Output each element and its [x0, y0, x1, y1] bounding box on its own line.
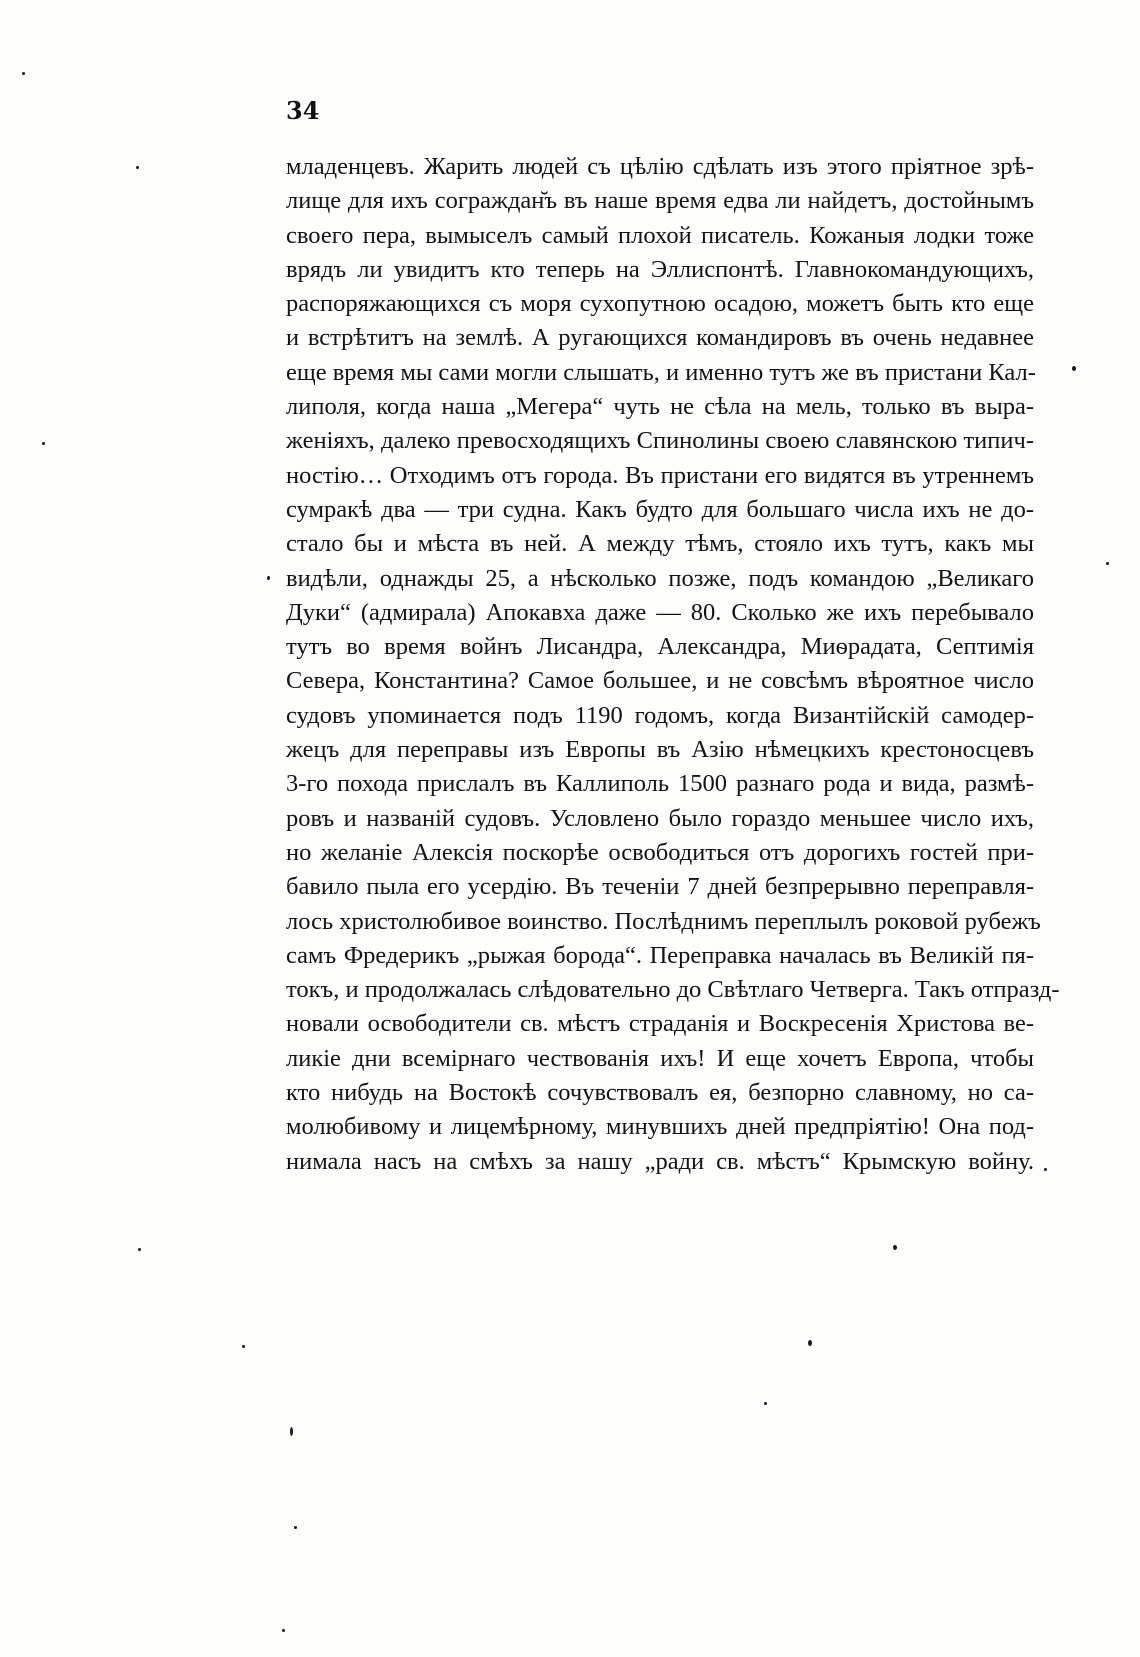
text-line: Дуки“ (адмирала) Апокавха даже — 80. Сколько же ихъ перебывало — [286, 598, 1034, 626]
text-line: еще время мы сами могли слышать, и именно тутъ же въ пристани Кал- — [286, 358, 1036, 386]
scan-speck — [242, 1345, 245, 1348]
text-line: нимала насъ на смѣхъ за нашу „ради св. мѣстъ“ Крымскую войну. — [286, 1147, 1034, 1175]
scan-speck — [282, 1629, 285, 1632]
text-line: бавило пыла его усердію. Въ теченіи 7 дней безпрерывно переправля- — [286, 873, 1034, 901]
text-line: сумракѣ два — три судна. Какъ будто для большаго числа ихъ не до- — [286, 495, 1034, 523]
text-line: новали освободители св. мѣстъ страданія и Воскресенія Христова ве- — [286, 1010, 1034, 1038]
text-line: токъ, и продолжалась слѣдовательно до Свѣтлаго Четверга. Такъ отпразд- — [286, 976, 1060, 1004]
text-line: самъ Фредерикъ „рыжая борода“. Переправка началась въ Великій пя- — [286, 941, 1034, 969]
text-line: женіяхъ, далеко превосходящихъ Спинолины своею славянскою типич- — [286, 427, 1034, 455]
scan-speck — [42, 442, 45, 445]
text-line: жецъ для переправы изъ Европы въ Азію нѣмецкихъ крестоносцевъ — [286, 736, 1034, 764]
scan-speck — [22, 72, 25, 75]
text-line: ровъ и названій судовъ. Условлено было гораздо меньшее число ихъ, — [286, 804, 1034, 832]
text-line: своего пера, вымыселъ самый плохой писатель. Кожаныя лодки тоже — [286, 221, 1034, 249]
scan-speck — [136, 166, 139, 169]
text-line: 3-го похода прислалъ въ Каллиполь 1500 разнаго рода и вида, размѣ- — [286, 770, 1034, 798]
scan-speck — [764, 1402, 767, 1405]
text-line: липоля, когда наша „Мегера“ чуть не сѣла на мель, только въ выра- — [286, 393, 1034, 421]
text-line: молюбивому и лицемѣрному, минувшихъ дней предпріятію! Она под- — [286, 1113, 1034, 1141]
text-line: и встрѣтитъ на землѣ. А ругающихся командировъ въ очень недавнее — [286, 324, 1034, 352]
text-line: младенцевъ. Жарить людей съ цѣлію сдѣлать изъ этого пріятное зрѣ- — [286, 153, 1034, 180]
text-line: ликіе дни всемірнаго чествованія ихъ! И еще хочетъ Европа, чтобы — [286, 1044, 1034, 1072]
text-line: лище для ихъ сограждан̆ъ въ наше время едва ли найдетъ, достойнымъ — [286, 187, 1034, 215]
body-text — [286, 150, 1060, 1179]
scan-speck — [1072, 366, 1076, 371]
scan-speck — [1044, 1168, 1047, 1171]
text-line: распоряжающихся съ моря сухопутною осадою, можетъ быть кто еще — [286, 290, 1034, 318]
text-line: лось христолюбивое воинство. Послѣднимъ переплылъ роковой рубежъ — [286, 907, 1041, 935]
scan-speck — [893, 1245, 897, 1250]
scan-speck — [290, 1427, 293, 1436]
scan-speck — [267, 576, 270, 580]
text-line: судовъ упоминается подъ 1190 годомъ, когда Византійскій самодер- — [286, 701, 1034, 729]
text-line: ностію… Отходимъ отъ города. Въ пристани его видятся въ утреннемъ — [286, 461, 1034, 489]
scan-speck — [138, 1248, 141, 1251]
scan-speck — [808, 1340, 812, 1346]
text-line: стало бы и мѣста въ ней. А между тѣмъ, стояло ихъ тутъ, какъ мы — [286, 530, 1034, 558]
page-number: 34 — [286, 96, 320, 125]
text-line: видѣли, однажды 25, а нѣсколько позже, подъ командою „Великаго — [286, 564, 1034, 592]
text-line: но желаніе Алексія поскорѣе освободиться отъ дорогихъ гостей при- — [286, 838, 1034, 866]
text-line: Севера, Константина? Самое большее, и не совсѣмъ вѣроятное число — [286, 667, 1034, 695]
text-line: кто нибудь на Востокѣ сочувствовалъ ея, безпорно славному, но са- — [286, 1079, 1034, 1107]
scan-speck — [294, 1526, 297, 1529]
text-line: тутъ во время войнъ Лисандра, Александра, Миѳрадата, Септимія — [286, 633, 1034, 661]
scan-speck — [1106, 562, 1109, 565]
text-line: врядъ ли увидитъ кто теперь на Эллиспонтѣ. Главнокомандующихъ, — [286, 255, 1034, 283]
